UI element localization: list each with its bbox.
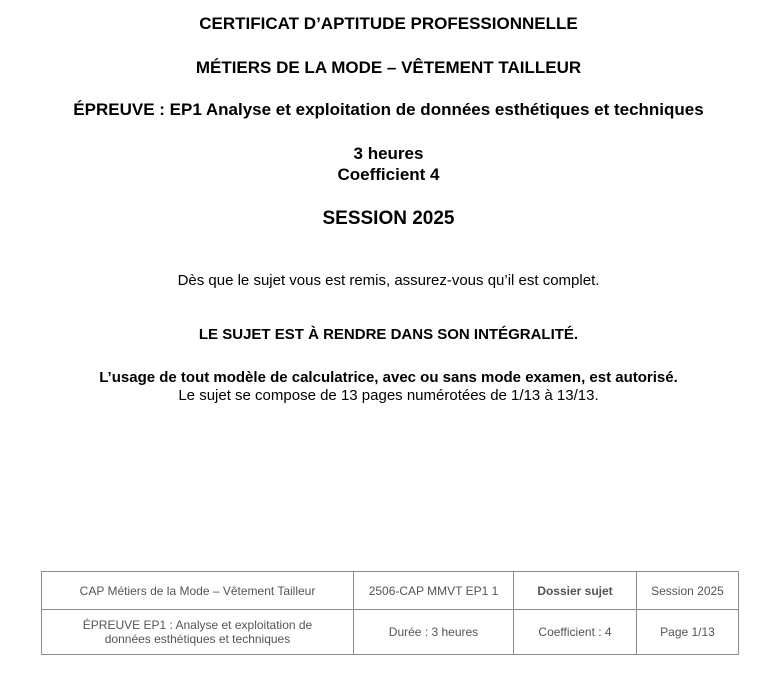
- footer-table: [41, 571, 739, 655]
- instruction-pages: Le sujet se compose de 13 pages numérotées de 1/13 à 13/13.: [178, 387, 599, 404]
- instruction-calculator: L’usage de tout modèle de calculatrice, avec ou sans mode examen, est autorisé.: [99, 369, 678, 386]
- footer-row: [42, 610, 739, 655]
- certificate-title: CERTIFICAT D’APTITUDE PROFESSIONNELLE: [199, 14, 578, 33]
- exam-coefficient: Coefficient 4: [337, 165, 440, 184]
- exam-title: ÉPREUVE : EP1 Analyse et exploitation de données esthétiques et techniques: [73, 100, 704, 119]
- instruction-return-all: LE SUJET EST À RENDRE DANS SON INTÉGRALITÉ.: [198, 326, 579, 343]
- footer-dossier: Dossier sujet: [514, 572, 637, 610]
- footer-row: [42, 572, 739, 610]
- footer-exam-code: 2506-CAP MMVT EP1 1: [354, 572, 514, 610]
- footer-epreuve-line1: ÉPREUVE EP1 : Analyse et exploitation de: [82, 618, 313, 632]
- specialty-title: MÉTIERS DE LA MODE – VÊTEMENT TAILLEUR: [195, 58, 582, 77]
- footer-exam-name: CAP Métiers de la Mode – Vêtement Tailleur: [42, 572, 354, 610]
- session-title: SESSION 2025: [322, 208, 455, 229]
- footer-coefficient: Coefficient : 4: [514, 610, 637, 655]
- footer-duration: Durée : 3 heures: [354, 610, 514, 655]
- footer-session: Session 2025: [637, 572, 739, 610]
- exam-duration: 3 heures: [353, 144, 424, 163]
- instruction-check-complete: Dès que le sujet vous est remis, assurez-vous qu’il est complet.: [177, 272, 600, 289]
- footer-epreuve-line2: données esthétiques et techniques: [104, 632, 291, 646]
- footer-page-number: Page 1/13: [637, 610, 739, 655]
- footer-epreuve: [42, 610, 354, 655]
